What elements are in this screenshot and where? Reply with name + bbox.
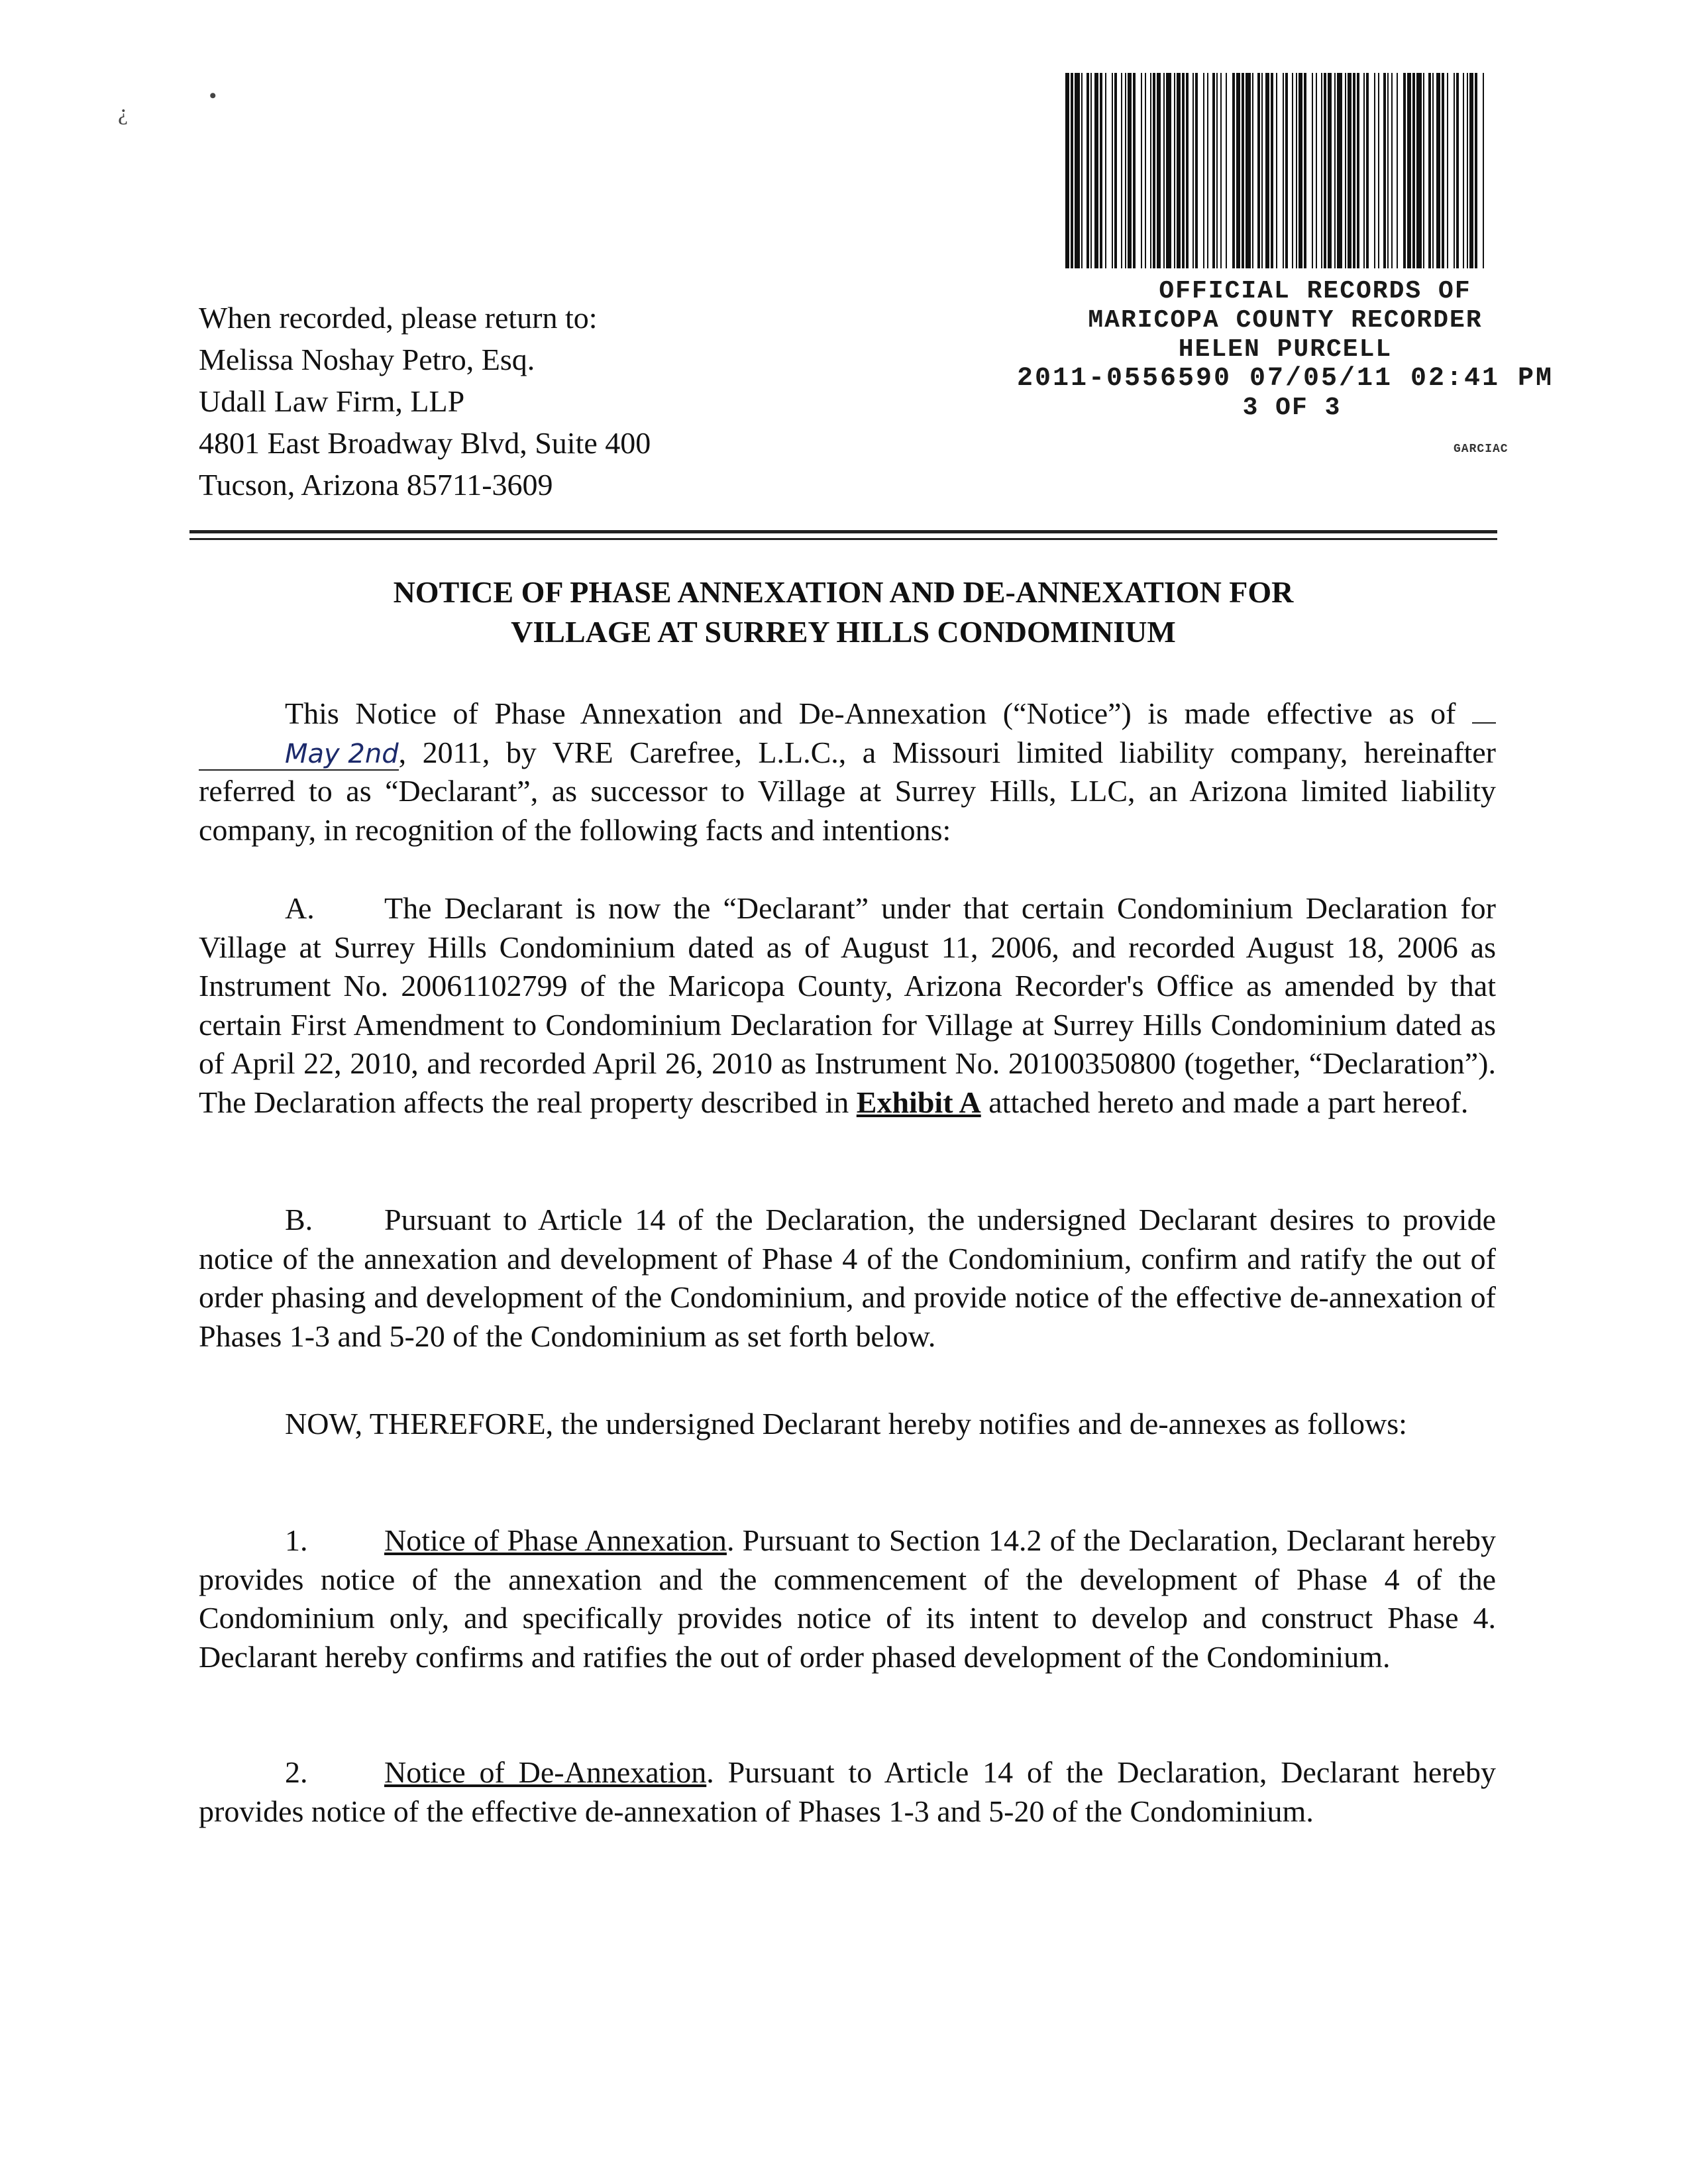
return-street: 4801 East Broadway Blvd, Suite 400 — [199, 426, 651, 460]
header-divider-thick — [189, 530, 1497, 533]
handwritten-effective-date: May 2nd — [199, 739, 399, 771]
section-2-paragraph — [199, 1753, 1496, 1831]
section-1-text: . Pursuant to Section 14.2 of the Declaration, Declarant hereby provides notice of the annexation and the commencement of the development of Phase 4 of the Condominium only, and specifically provides notice of its intent to develop and construct Phase 4. Declarant hereby confirms and ratifies the out of order phased development of the Condominium. — [199, 1523, 1496, 1674]
document-title — [189, 573, 1497, 652]
section-2-text: . Pursuant to Article 14 of the Declaration, Declarant hereby provides notice of the effective de-annexation of Phases 1-3 and 5-20 of the Condominium. — [199, 1755, 1496, 1828]
section-2-number: 2. — [285, 1755, 308, 1789]
now-therefore-text: NOW, THEREFORE, the undersigned Declarant hereby notifies and de-annexes as follows: — [285, 1407, 1407, 1441]
stamp-clerk-initials: GARCIAC — [1454, 443, 1509, 456]
title-line-2: VILLAGE AT SURREY HILLS CONDOMINIUM — [511, 615, 1176, 649]
date-blank-line — [1472, 722, 1496, 724]
recital-a-after-exhibit: attached hereto and made a part hereof. — [988, 1085, 1469, 1119]
stamp-line-county-recorder: MARICOPA COUNTY RECORDER — [1088, 306, 1483, 335]
stamp-line-recorder-name: HELEN PURCELL — [1178, 335, 1393, 364]
stray-scan-dot: • — [209, 85, 217, 107]
section-1-number: 1. — [285, 1523, 308, 1557]
stray-scan-mark: ¿ — [118, 101, 129, 125]
header-divider-thin — [189, 538, 1497, 540]
recital-a-text: The Declarant is now the “Declarant” under that certain Condominium Declaration for Village at Surrey Hills Condominium dated as of August 11, 2006, and recorded August 18, 2006 as Instrument No. 20061102799 of the Maricopa County, Arizona Recorder's Office as amended by that certain First Amendment to Condominium Declaration for Village at Surrey Hills Condominium dated as of April 22, 2010, and recorded April 26, 2010 as Instrument No. 20100350800 (together, “Declaration”). The Declaration affects the real property described in — [199, 891, 1496, 1119]
recorder-stamp — [1007, 277, 1564, 423]
section-1-paragraph — [199, 1521, 1496, 1676]
now-therefore-paragraph — [199, 1405, 1496, 1444]
intro-text-before-date: This Notice of Phase Annexation and De-Annexation (“Notice”) is made effective as of — [285, 696, 1456, 730]
return-city: Tucson, Arizona 85711-3609 — [199, 468, 553, 502]
intro-paragraph — [199, 694, 1496, 849]
recital-b-label: B. — [285, 1203, 313, 1236]
stamp-line-official-records: OFFICIAL RECORDS OF — [1159, 277, 1471, 305]
return-address-block — [199, 297, 651, 506]
intro-text-after-date: , 2011, by VRE Carefree, L.L.C., a Missouri limited liability company, hereinafter referred to as “Declarant”, as successor to Village at Surrey Hills, LLC, an Arizona limited liability company, in recognition of the following facts and intentions: — [199, 735, 1496, 847]
return-name: Melissa Noshay Petro, Esq. — [199, 343, 535, 376]
title-line-1: NOTICE OF PHASE ANNEXATION AND DE-ANNEXATION FOR — [393, 575, 1294, 609]
stamp-line-instrument-number: 2011-0556590 07/05/11 02:41 PM — [1016, 364, 1554, 394]
stamp-line-page-count: 3 OF 3 — [1242, 394, 1342, 422]
section-1-heading: Notice of Phase Annexation — [384, 1523, 727, 1557]
section-2-heading: Notice of De-Annexation — [384, 1755, 707, 1789]
recital-b-text: Pursuant to Article 14 of the Declaration, the undersigned Declarant desires to provide notice of the annexation and development of Phase 4 of the Condominium, confirm and ratify the out of order phasing and development of the Condominium, and provide notice of the effective de-annexation of Phases 1-3 and 5-20 of the Condominium as set forth below. — [199, 1203, 1496, 1353]
return-firm: Udall Law Firm, LLP — [199, 384, 465, 418]
recital-b-paragraph — [199, 1201, 1496, 1356]
recital-a-label: A. — [285, 891, 315, 925]
exhibit-a-reference: Exhibit A — [856, 1085, 981, 1119]
return-heading: When recorded, please return to: — [199, 301, 598, 335]
recording-barcode — [1063, 73, 1487, 268]
recital-a-paragraph — [199, 889, 1496, 1122]
